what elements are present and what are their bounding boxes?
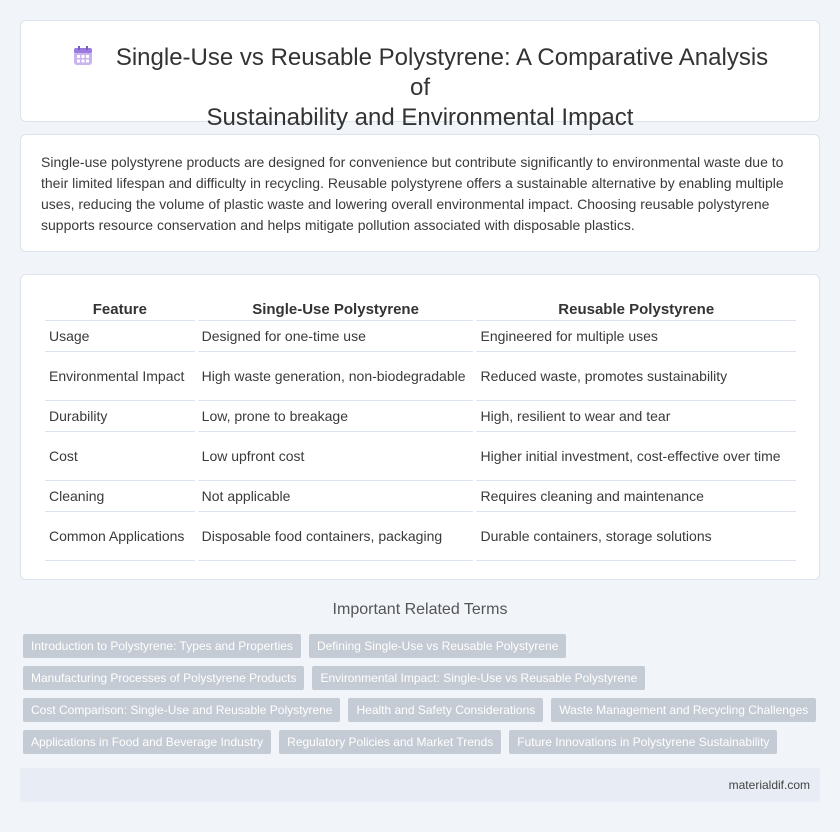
calendar-grid-icon [72,45,94,67]
related-term-tag[interactable]: Regulatory Policies and Market Trends [279,730,501,754]
related-term-tag[interactable]: Introduction to Polystyrene: Types and Properties [23,634,301,658]
table-row [45,321,796,352]
intro-paragraph: Single-use polystyrene products are designed for convenience but contribute significantly to environmental waste due to their limited lifespan and difficulty in recycling. Reusable polystyrene offers a sustainable alternative by enabling multiple uses, reducing the volume of plastic waste and lowering overall environmental impact. Choosing reusable polystyrene supports resource conservation and helps mitigate pollution associated with disposable plastics. [41,154,784,233]
footer [20,768,820,802]
header-feature: Feature [45,295,195,321]
table-cell-feature: Durability [45,401,195,432]
table-cell-single-use: Low, prone to breakage [198,401,474,432]
table-cell-single-use: Disposable food containers, packaging [198,512,474,561]
related-term-tag[interactable]: Environmental Impact: Single-Use vs Reusable Polystyrene [312,666,645,690]
table-cell-single-use: Not applicable [198,481,474,512]
table-cell-feature: Usage [45,321,195,352]
comparison-table [42,295,799,561]
title-line-2: Sustainability and Environmental Impact [206,104,634,131]
table-cell-single-use: Low upfront cost [198,432,474,481]
page-title [21,43,819,133]
related-term-tag[interactable]: Applications in Food and Beverage Industry [23,730,271,754]
related-term-tag[interactable]: Cost Comparison: Single-Use and Reusable Polystyrene [23,698,340,722]
table-cell-reusable: Engineered for multiple uses [476,321,796,352]
table-row [45,352,796,401]
related-term-tag[interactable]: Future Innovations in Polystyrene Sustainability [509,730,777,754]
table-row [45,432,796,481]
table-cell-reusable: Requires cleaning and maintenance [476,481,796,512]
table-header-row [45,295,796,321]
footer-site-link[interactable]: materialdif.com [728,778,810,792]
related-terms-heading: Important Related Terms [332,601,508,618]
table-cell-feature: Cleaning [45,481,195,512]
related-term-tag[interactable]: Manufacturing Processes of Polystyrene Products [23,666,304,690]
intro-card [20,134,820,252]
table-cell-reusable: High, resilient to wear and tear [476,401,796,432]
table-cell-single-use: High waste generation, non-biodegradable [198,352,474,401]
header-single-use: Single-Use Polystyrene [198,295,474,321]
title-line-1: Single-Use vs Reusable Polystyrene: A Comparative Analysis of [115,44,769,101]
table-cell-reusable: Higher initial investment, cost-effective over time [476,432,796,481]
table-cell-feature: Common Applications [45,512,195,561]
table-cell-single-use: Designed for one-time use [198,321,474,352]
table-cell-feature: Environmental Impact [45,352,195,401]
related-terms-list [23,634,823,762]
table-row [45,481,796,512]
table-row [45,401,796,432]
table-cell-reusable: Durable containers, storage solutions [476,512,796,561]
table-cell-reusable: Reduced waste, promotes sustainability [476,352,796,401]
header-reusable: Reusable Polystyrene [476,295,796,321]
comparison-card [20,274,820,580]
table-cell-feature: Cost [45,432,195,481]
title-card [20,20,820,131]
table-row [45,512,796,561]
related-term-tag[interactable]: Defining Single-Use vs Reusable Polystyrene [309,634,566,658]
related-term-tag[interactable]: Waste Management and Recycling Challenges [551,698,816,722]
related-term-tag[interactable]: Health and Safety Considerations [348,698,543,722]
